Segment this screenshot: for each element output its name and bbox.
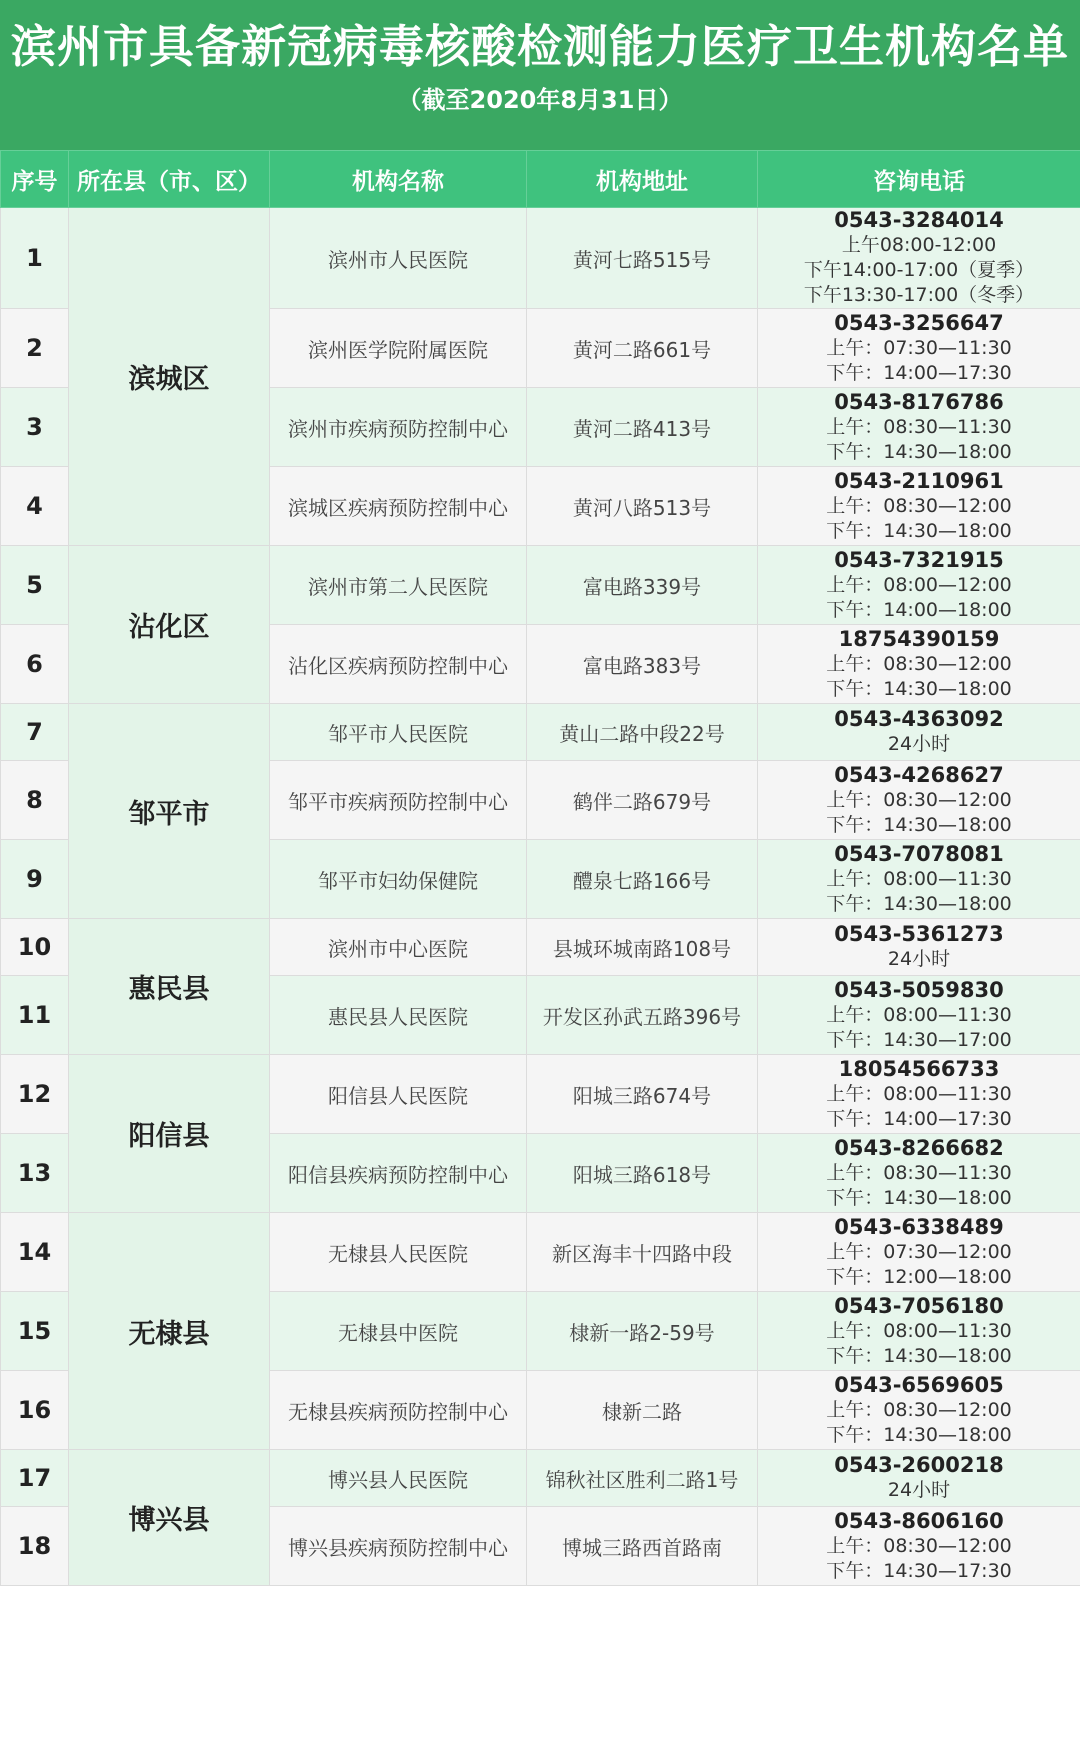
service-hours: 下午：14:30—18:00 bbox=[826, 1186, 1012, 1209]
institution-name: 沾化区疾病预防控制中心 bbox=[270, 625, 527, 704]
district-cell: 邹平市 bbox=[69, 704, 270, 919]
institution-name: 滨城区疾病预防控制中心 bbox=[270, 467, 527, 546]
service-hours: 下午13:30-17:00（冬季） bbox=[803, 284, 1035, 306]
row-number: 1 bbox=[1, 208, 69, 309]
phone-number: 0543-7078081 bbox=[834, 841, 1004, 866]
column-header-number: 序号 bbox=[1, 151, 69, 208]
phone-cell bbox=[758, 1134, 1080, 1213]
row-number: 14 bbox=[1, 1213, 69, 1292]
row-number: 10 bbox=[1, 919, 69, 976]
row-number: 13 bbox=[1, 1134, 69, 1213]
table-row bbox=[1, 919, 1080, 976]
phone-cell bbox=[758, 388, 1080, 467]
phone-number: 18054566733 bbox=[838, 1056, 1000, 1081]
row-number: 2 bbox=[1, 309, 69, 388]
phone-cell bbox=[758, 840, 1080, 919]
service-hours: 下午：14:00—17:30 bbox=[826, 361, 1012, 384]
institution-address: 开发区孙武五路396号 bbox=[527, 976, 758, 1055]
table-header-row bbox=[1, 151, 1080, 208]
service-hours: 24小时 bbox=[887, 948, 951, 970]
institution-address: 黄河二路661号 bbox=[527, 309, 758, 388]
institution-address: 富电路339号 bbox=[527, 546, 758, 625]
institution-name: 阳信县疾病预防控制中心 bbox=[270, 1134, 527, 1213]
institution-name: 滨州市中心医院 bbox=[270, 919, 527, 976]
phone-cell bbox=[758, 467, 1080, 546]
phone-number: 0543-2110961 bbox=[834, 468, 1004, 493]
row-number: 18 bbox=[1, 1507, 69, 1586]
institution-name: 滨州医学院附属医院 bbox=[270, 309, 527, 388]
phone-cell bbox=[758, 1292, 1080, 1371]
district-cell: 阳信县 bbox=[69, 1055, 270, 1213]
row-number: 9 bbox=[1, 840, 69, 919]
column-header-phone: 咨询电话 bbox=[758, 151, 1080, 208]
phone-number: 0543-2600218 bbox=[834, 1453, 1004, 1477]
institution-address: 棣新二路 bbox=[527, 1371, 758, 1450]
row-number: 4 bbox=[1, 467, 69, 546]
page-title: 滨州市具备新冠病毒核酸检测能力医疗卫生机构名单 bbox=[10, 20, 1069, 73]
service-hours: 上午：08:00—11:30 bbox=[826, 1319, 1012, 1342]
phone-cell bbox=[758, 1371, 1080, 1450]
service-hours: 下午：14:30—18:00 bbox=[826, 892, 1012, 915]
row-number: 16 bbox=[1, 1371, 69, 1450]
service-hours: 上午：08:30—12:00 bbox=[826, 494, 1012, 517]
table-body bbox=[1, 208, 1080, 1586]
row-number: 17 bbox=[1, 1450, 69, 1507]
row-number: 11 bbox=[1, 976, 69, 1055]
service-hours: 下午：14:30—18:00 bbox=[826, 440, 1012, 463]
institution-address: 博城三路西首路南 bbox=[527, 1507, 758, 1586]
institution-address: 黄河二路413号 bbox=[527, 388, 758, 467]
institution-address: 锦秋社区胜利二路1号 bbox=[527, 1450, 758, 1507]
service-hours: 上午：08:30—12:00 bbox=[826, 788, 1012, 811]
service-hours: 下午：14:30—18:00 bbox=[826, 813, 1012, 836]
service-hours: 上午：08:30—12:00 bbox=[826, 1398, 1012, 1421]
service-hours: 下午：14:30—18:00 bbox=[826, 1423, 1012, 1446]
phone-cell bbox=[758, 1055, 1080, 1134]
institution-name: 滨州市疾病预防控制中心 bbox=[270, 388, 527, 467]
phone-number: 0543-8176786 bbox=[834, 389, 1004, 414]
institution-name: 博兴县疾病预防控制中心 bbox=[270, 1507, 527, 1586]
phone-number: 0543-7056180 bbox=[834, 1293, 1004, 1318]
phone-cell bbox=[758, 1213, 1080, 1292]
phone-cell bbox=[758, 625, 1080, 704]
district-cell: 博兴县 bbox=[69, 1450, 270, 1586]
service-hours: 下午：14:00—17:30 bbox=[826, 1107, 1012, 1130]
phone-number: 0543-5059830 bbox=[834, 977, 1004, 1002]
institution-name: 无棣县人民医院 bbox=[270, 1213, 527, 1292]
service-hours: 上午：08:30—11:30 bbox=[826, 415, 1012, 438]
service-hours: 下午：14:30—18:00 bbox=[826, 1344, 1012, 1367]
service-hours: 上午08:00-12:00 bbox=[841, 234, 997, 256]
institution-name: 惠民县人民医院 bbox=[270, 976, 527, 1055]
institution-name: 滨州市人民医院 bbox=[270, 208, 527, 309]
service-hours: 上午：08:30—12:00 bbox=[826, 652, 1012, 675]
service-hours: 下午：14:30—18:00 bbox=[826, 519, 1012, 542]
institution-address: 黄河七路515号 bbox=[527, 208, 758, 309]
phone-number: 0543-8266682 bbox=[834, 1135, 1004, 1160]
institution-address: 黄河八路513号 bbox=[527, 467, 758, 546]
phone-cell bbox=[758, 976, 1080, 1055]
service-hours: 上午：08:00—11:30 bbox=[826, 867, 1012, 890]
phone-cell bbox=[758, 704, 1080, 761]
service-hours: 上午：08:00—11:30 bbox=[826, 1003, 1012, 1026]
institution-address: 新区海丰十四路中段 bbox=[527, 1213, 758, 1292]
institution-table bbox=[0, 150, 1080, 1586]
phone-cell bbox=[758, 208, 1080, 309]
district-cell: 无棣县 bbox=[69, 1213, 270, 1450]
phone-number: 0543-6569605 bbox=[834, 1372, 1004, 1397]
phone-number: 0543-4268627 bbox=[834, 762, 1004, 787]
institution-name: 无棣县中医院 bbox=[270, 1292, 527, 1371]
table-row bbox=[1, 546, 1080, 625]
service-hours: 上午：08:00—11:30 bbox=[826, 1082, 1012, 1105]
row-number: 6 bbox=[1, 625, 69, 704]
service-hours: 上午：07:30—12:00 bbox=[826, 1240, 1012, 1263]
institution-name: 滨州市第二人民医院 bbox=[270, 546, 527, 625]
service-hours: 下午：14:30—17:00 bbox=[826, 1028, 1012, 1051]
table-row bbox=[1, 704, 1080, 761]
phone-number: 0543-4363092 bbox=[834, 707, 1004, 731]
phone-number: 0543-7321915 bbox=[834, 547, 1004, 572]
district-cell: 沾化区 bbox=[69, 546, 270, 704]
institution-address: 县城环城南路108号 bbox=[527, 919, 758, 976]
service-hours: 24小时 bbox=[887, 1479, 951, 1501]
service-hours: 下午：14:30—17:30 bbox=[826, 1559, 1012, 1582]
institution-address: 鹤伴二路679号 bbox=[527, 761, 758, 840]
header-banner bbox=[0, 0, 1080, 150]
institution-address: 阳城三路674号 bbox=[527, 1055, 758, 1134]
table-row bbox=[1, 208, 1080, 309]
column-header-name: 机构名称 bbox=[270, 151, 527, 208]
service-hours: 下午：14:00—18:00 bbox=[826, 598, 1012, 621]
row-number: 3 bbox=[1, 388, 69, 467]
institution-name: 邹平市人民医院 bbox=[270, 704, 527, 761]
column-header-address: 机构地址 bbox=[527, 151, 758, 208]
table-row bbox=[1, 1213, 1080, 1292]
row-number: 5 bbox=[1, 546, 69, 625]
phone-number: 0543-3284014 bbox=[834, 208, 1004, 232]
institution-address: 棣新一路2-59号 bbox=[527, 1292, 758, 1371]
phone-cell bbox=[758, 1507, 1080, 1586]
phone-cell bbox=[758, 919, 1080, 976]
service-hours: 上午：08:00—12:00 bbox=[826, 573, 1012, 596]
phone-cell bbox=[758, 309, 1080, 388]
row-number: 7 bbox=[1, 704, 69, 761]
phone-number: 0543-3256647 bbox=[834, 310, 1004, 335]
service-hours: 下午：14:30—18:00 bbox=[826, 677, 1012, 700]
phone-cell bbox=[758, 761, 1080, 840]
row-number: 8 bbox=[1, 761, 69, 840]
table-row bbox=[1, 1055, 1080, 1134]
row-number: 15 bbox=[1, 1292, 69, 1371]
page-subtitle: （截至2020年8月31日） bbox=[397, 86, 683, 114]
institution-name: 阳信县人民医院 bbox=[270, 1055, 527, 1134]
column-header-district: 所在县（市、区） bbox=[69, 151, 270, 208]
institution-name: 无棣县疾病预防控制中心 bbox=[270, 1371, 527, 1450]
service-hours: 下午14:00-17:00（夏季） bbox=[803, 259, 1035, 281]
phone-number: 0543-6338489 bbox=[834, 1214, 1004, 1239]
table-row bbox=[1, 1450, 1080, 1507]
phone-cell bbox=[758, 1450, 1080, 1507]
service-hours: 上午：07:30—11:30 bbox=[826, 336, 1012, 359]
phone-number: 0543-5361273 bbox=[834, 922, 1004, 946]
phone-number: 18754390159 bbox=[838, 626, 1000, 651]
institution-name: 邹平市疾病预防控制中心 bbox=[270, 761, 527, 840]
institution-name: 博兴县人民医院 bbox=[270, 1450, 527, 1507]
district-cell: 惠民县 bbox=[69, 919, 270, 1055]
institution-address: 黄山二路中段22号 bbox=[527, 704, 758, 761]
institution-address: 醴泉七路166号 bbox=[527, 840, 758, 919]
service-hours: 上午：08:30—11:30 bbox=[826, 1161, 1012, 1184]
phone-cell bbox=[758, 546, 1080, 625]
service-hours: 上午：08:30—12:00 bbox=[826, 1534, 1012, 1557]
institution-address: 富电路383号 bbox=[527, 625, 758, 704]
service-hours: 24小时 bbox=[887, 733, 951, 755]
service-hours: 下午：12:00—18:00 bbox=[826, 1265, 1012, 1288]
district-cell: 滨城区 bbox=[69, 208, 270, 546]
institution-address: 阳城三路618号 bbox=[527, 1134, 758, 1213]
institution-name: 邹平市妇幼保健院 bbox=[270, 840, 527, 919]
row-number: 12 bbox=[1, 1055, 69, 1134]
phone-number: 0543-8606160 bbox=[834, 1508, 1004, 1533]
